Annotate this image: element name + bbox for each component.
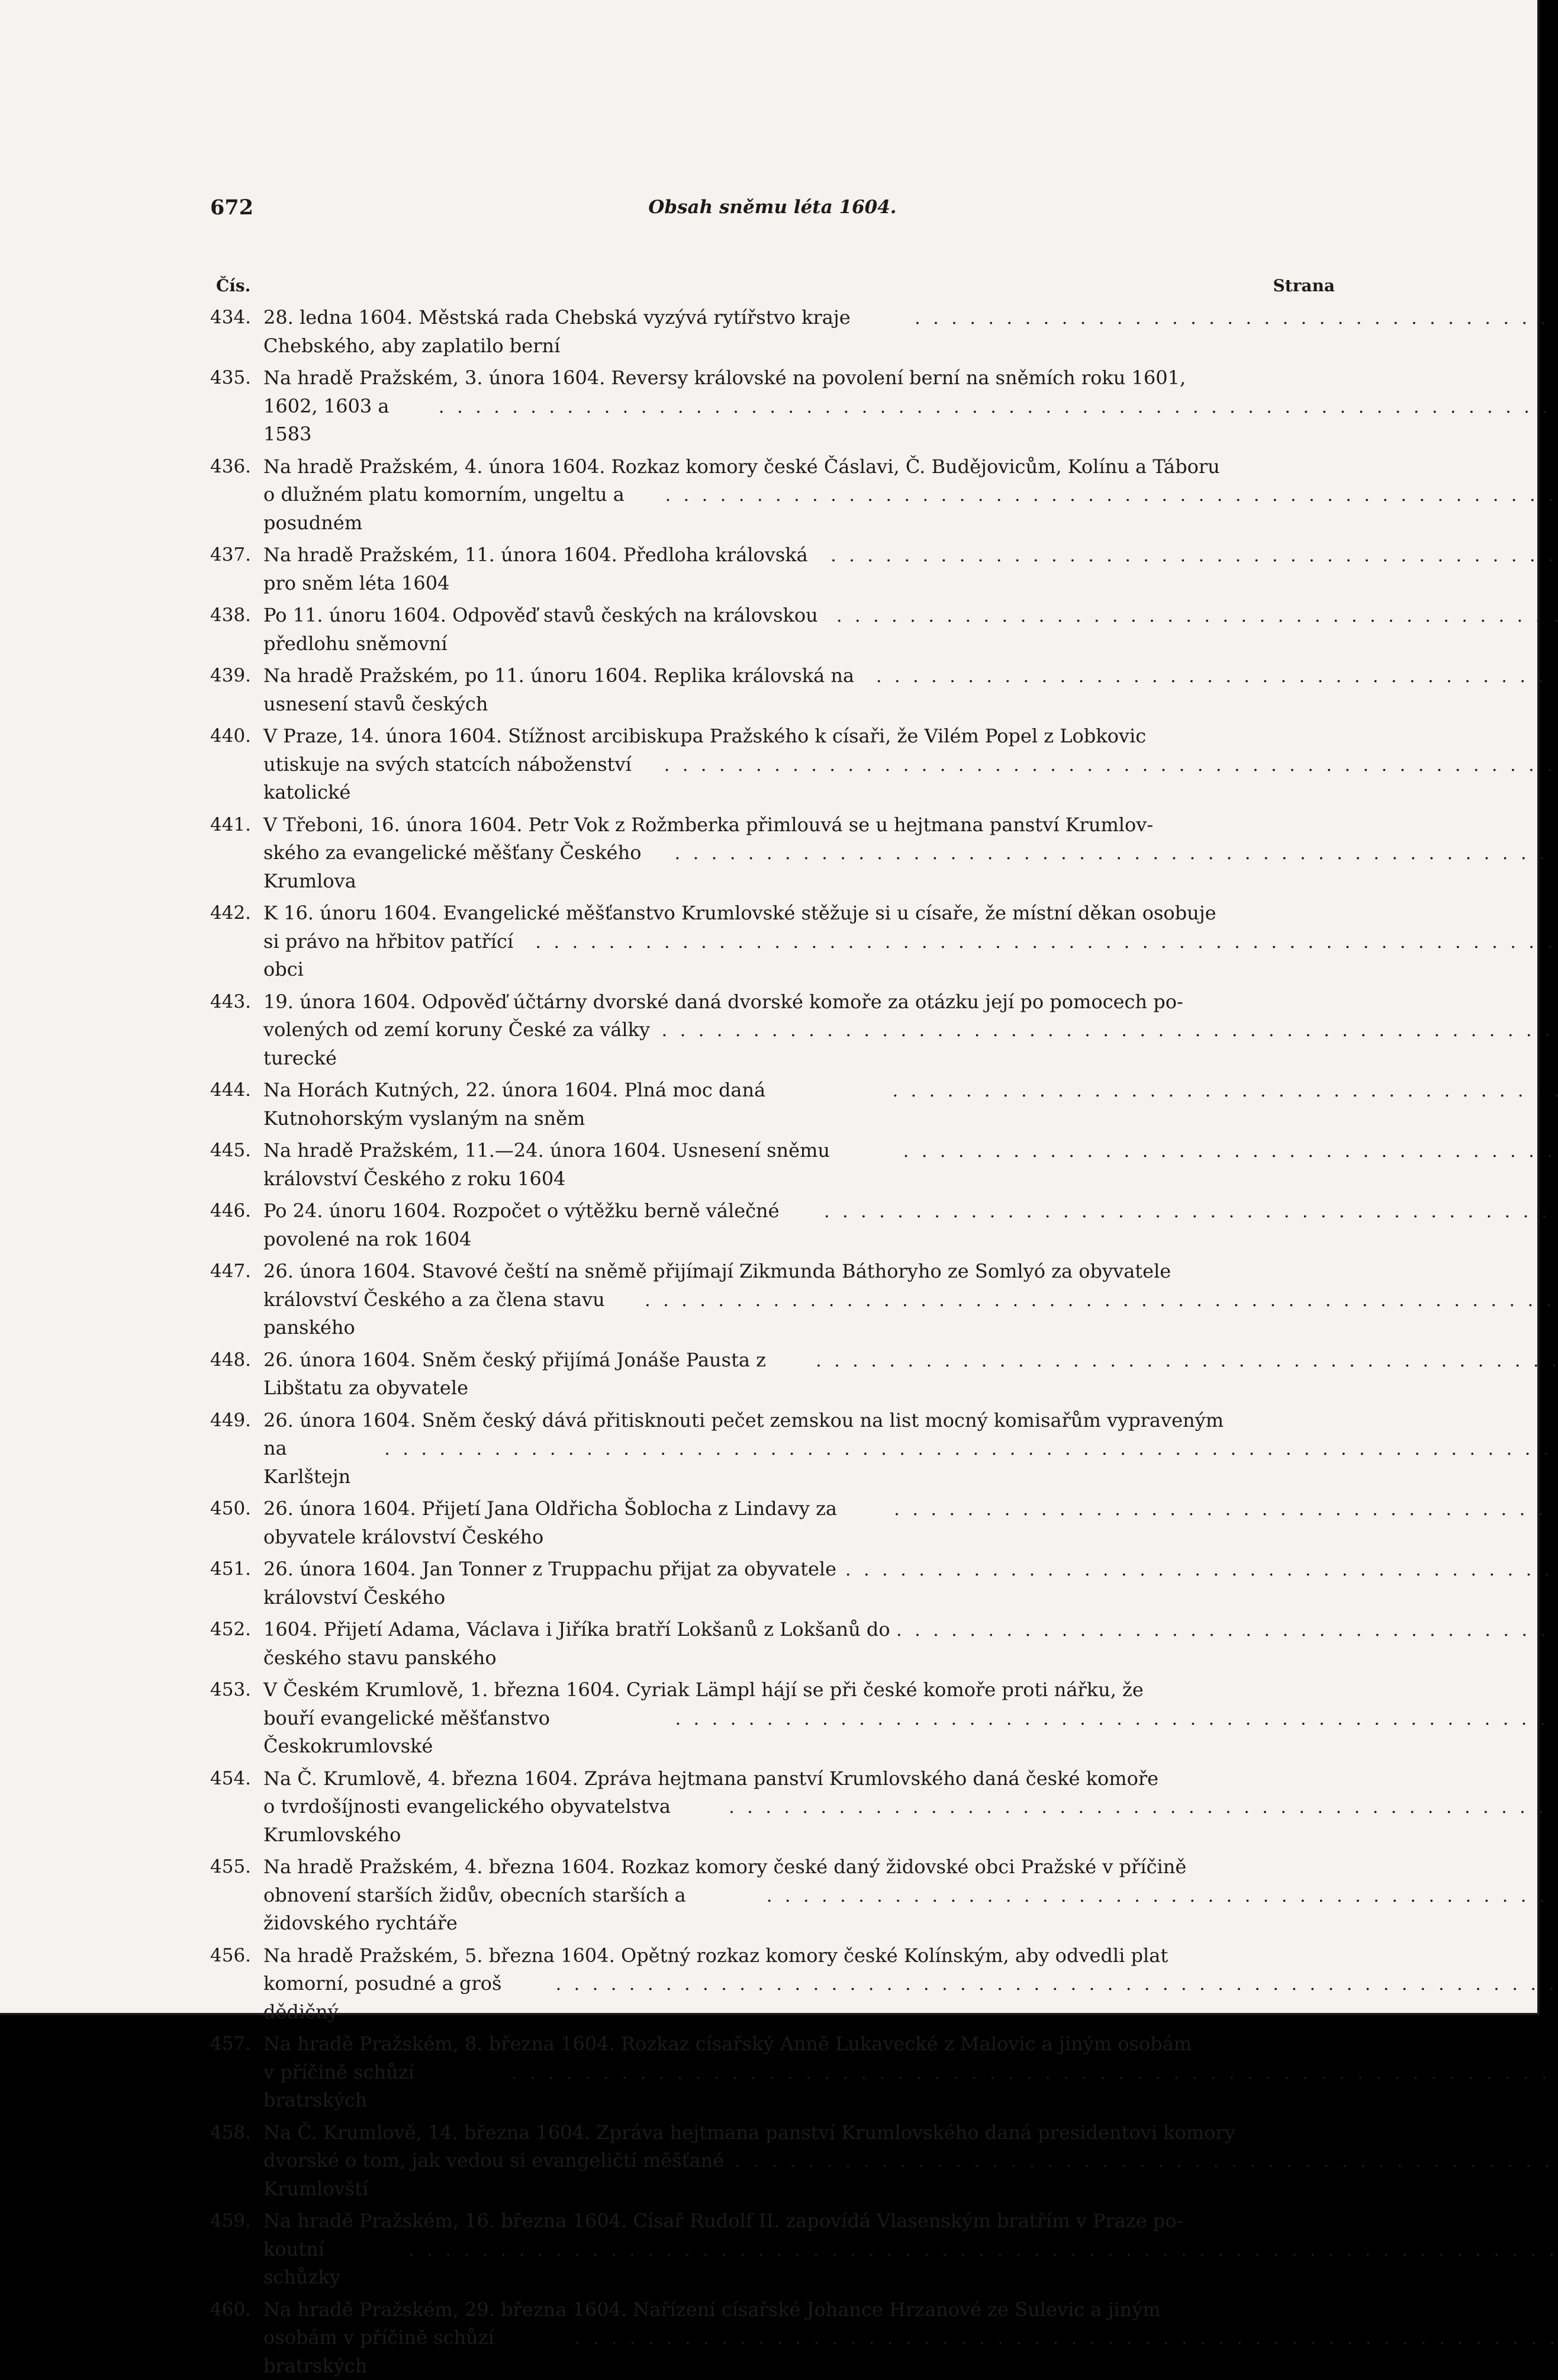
entry-text xyxy=(263,1346,1558,1403)
entry-description: osobám v příčině schůzí bratrských xyxy=(263,2324,569,2380)
toc-entry xyxy=(210,662,1335,718)
entry-line: 26. února 1604. Stavové čeští na sněmě přijímají Zikmunda Báthoryho ze Somlyó za obyvatele xyxy=(263,1257,1558,1286)
entry-line: Na hradě Pražském, 8. března 1604. Rozkaz císařský Anně Lukavecké z Malovic a jiným osobám xyxy=(263,2030,1558,2059)
entry-number: 450. xyxy=(210,1495,263,1551)
entry-text xyxy=(263,1555,1558,1612)
toc-entry xyxy=(210,2119,1335,2204)
entry-description: 1602, 1603 a 1583 xyxy=(263,393,433,449)
entry-final-line xyxy=(263,1970,1558,2026)
entry-text xyxy=(263,1676,1558,1761)
toc-entry xyxy=(210,2296,1335,2380)
toc-entry xyxy=(210,364,1335,449)
dot-leader xyxy=(511,2059,1558,2088)
entry-description: 26. února 1604. Jan Tonner z Truppachu přijat za obyvatele království Českého xyxy=(263,1555,839,1612)
entry-final-line xyxy=(263,1016,1558,1072)
entry-number: 459. xyxy=(210,2207,263,2292)
entry-line: V Praze, 14. února 1604. Stížnost arcibiskupa Pražského k císaři, že Vilém Popel z Lobkovic xyxy=(263,722,1558,751)
entry-final-line xyxy=(263,839,1558,895)
entry-final-line xyxy=(263,1555,1558,1612)
entry-number: 460. xyxy=(210,2296,263,2380)
entry-description: bouří evangelické měšťanstvo Českokrumlovské xyxy=(263,1704,669,1761)
entry-number: 449. xyxy=(210,1407,263,1491)
dot-leader xyxy=(662,1017,1558,1045)
entry-final-line xyxy=(263,751,1558,807)
entry-number: 451. xyxy=(210,1555,263,1612)
table-of-contents xyxy=(210,304,1335,2380)
entry-line: Na hradě Pražském, 4. února 1604. Rozkaz komory české Čáslavi, Č. Budějovicům, Kolínu a Táboru xyxy=(263,453,1558,481)
page-column-header: Strana xyxy=(1273,276,1335,295)
dot-leader xyxy=(535,928,1558,957)
entry-text xyxy=(263,1197,1558,1253)
page-content xyxy=(210,195,1335,2380)
entry-number: 444. xyxy=(210,1076,263,1133)
toc-entry xyxy=(210,1765,1335,1850)
entry-description: 28. ledna 1604. Městská rada Chebská vyzývá rytířstvo kraje Chebského, aby zaplatilo berní xyxy=(263,304,909,360)
entry-text xyxy=(263,1257,1558,1342)
toc-entry xyxy=(210,811,1335,896)
entry-number: 447. xyxy=(210,1257,263,1342)
entry-text xyxy=(263,1853,1558,1938)
entry-text xyxy=(263,1942,1558,2027)
entry-number: 457. xyxy=(210,2030,263,2115)
entry-number: 435. xyxy=(210,364,263,449)
entry-final-line xyxy=(263,1704,1558,1761)
entry-final-line xyxy=(263,2236,1558,2292)
entry-description: o tvrdošíjnosti evangelického obyvatelstva Krumlovského xyxy=(263,1793,723,1849)
entry-text xyxy=(263,364,1558,449)
entry-line: Na hradě Pražském, 5. března 1604. Opětný rozkaz komory české Kolínským, aby odvedli plat xyxy=(263,1942,1558,1970)
dot-leader xyxy=(556,1970,1558,1999)
entry-final-line xyxy=(263,1793,1558,1849)
toc-entry xyxy=(210,1257,1335,1342)
dot-leader xyxy=(845,1556,1558,1584)
entry-number: 455. xyxy=(210,1853,263,1938)
toc-entry xyxy=(210,1495,1335,1551)
dot-leader xyxy=(830,542,1558,570)
entry-number: 452. xyxy=(210,1616,263,1672)
entry-final-line xyxy=(263,2324,1558,2380)
entry-final-line xyxy=(263,602,1558,658)
entry-line: Na Č. Krumlově, 4. března 1604. Zpráva hejtmana panství Krumlovského daná české komoře xyxy=(263,1765,1558,1793)
entry-number: 442. xyxy=(210,899,263,984)
entry-description: komorní, posudné a groš dědičný xyxy=(263,1970,550,2026)
page-number: 672 xyxy=(210,195,253,220)
entry-description: Na hradě Pražském, 11.—24. února 1604. Usnesení sněmu království Českého z roku 1604 xyxy=(263,1137,897,1193)
entry-number: 440. xyxy=(210,722,263,807)
entry-line: Na hradě Pražském, 29. března 1604. Nařízení císařské Johance Hrzanové ze Sulevic a jiným xyxy=(263,2296,1558,2324)
entry-text xyxy=(263,1616,1558,1672)
entry-number: 458. xyxy=(210,2119,263,2204)
entry-number: 436. xyxy=(210,453,263,538)
dot-leader xyxy=(894,1495,1558,1524)
entry-number: 434. xyxy=(210,304,263,360)
entry-final-line xyxy=(263,1435,1558,1491)
entry-number: 446. xyxy=(210,1197,263,1253)
entry-line: Na hradě Pražském, 4. března 1604. Rozkaz komory české daný židovské obci Pražské v příčině xyxy=(263,1853,1558,1882)
dot-leader xyxy=(876,662,1558,691)
dot-leader xyxy=(664,751,1558,780)
dot-leader xyxy=(645,1287,1558,1315)
toc-entry xyxy=(210,541,1335,597)
dot-leader xyxy=(729,1793,1558,1822)
entry-text xyxy=(263,1495,1558,1551)
entry-text xyxy=(263,1076,1558,1133)
toc-entry xyxy=(210,1676,1335,1761)
entry-description: Na hradě Pražském, po 11. únoru 1604. Replika královská na usnesení stavů českých xyxy=(263,662,870,718)
entry-text xyxy=(263,541,1558,597)
entry-line: Na Č. Krumlově, 14. března 1604. Zpráva hejtmana panství Krumlovského daná presidentovi komory xyxy=(263,2119,1558,2147)
entry-line: Na hradě Pražském, 3. února 1604. Reversy královské na povolení berní na sněmích roku 1601, xyxy=(263,364,1558,393)
entry-text xyxy=(263,811,1558,896)
entry-description: království Českého a za člena stavu panského xyxy=(263,1286,639,1342)
entry-text xyxy=(263,899,1558,984)
entry-description: ského za evangelické měšťany Českého Krumlova xyxy=(263,839,669,895)
entry-text xyxy=(263,662,1558,718)
entry-description: dvorské o tom, jak vedou si evangeličtí měšťané Krumlovští xyxy=(263,2147,729,2203)
toc-entry xyxy=(210,1346,1335,1403)
toc-entry xyxy=(210,1942,1335,2027)
dot-leader xyxy=(675,840,1558,868)
entry-final-line xyxy=(263,481,1558,537)
dot-leader xyxy=(893,1077,1558,1105)
entry-text xyxy=(263,2296,1558,2380)
toc-entry xyxy=(210,1616,1335,1672)
entry-text xyxy=(263,722,1558,807)
dot-leader xyxy=(767,1882,1558,1911)
dot-leader xyxy=(896,1616,1558,1645)
entry-final-line xyxy=(263,662,1558,718)
entry-text xyxy=(263,2207,1558,2292)
toc-entry xyxy=(210,1407,1335,1491)
entry-text xyxy=(263,1407,1558,1491)
column-headers xyxy=(210,276,1335,300)
entry-text xyxy=(263,988,1558,1073)
entry-line: 26. února 1604. Sněm český dává přitisknouti pečet zemskou na list mocný komisařům vypraveným xyxy=(263,1407,1558,1435)
entry-description: Po 11. únoru 1604. Odpověď stavů českých na královskou předlohu sněmovní xyxy=(263,602,830,658)
toc-entry xyxy=(210,1076,1335,1133)
entry-line: 19. února 1604. Odpověď účtárny dvorské daná dvorské komoře za otázku její po pomocech po- xyxy=(263,988,1558,1017)
entry-number: 441. xyxy=(210,811,263,896)
entry-number: 437. xyxy=(210,541,263,597)
entry-description: volených od zemí koruny České za války turecké xyxy=(263,1016,656,1072)
dot-leader xyxy=(408,2236,1558,2265)
entry-number: 453. xyxy=(210,1676,263,1761)
entry-description: Na hradě Pražském, 11. února 1604. Předloha královská pro sněm léta 1604 xyxy=(263,541,825,597)
entry-description: o dlužném platu komorním, ungeltu a posudném xyxy=(263,481,659,537)
entry-number: 439. xyxy=(210,662,263,718)
entry-text xyxy=(263,453,1558,538)
entry-line: K 16. únoru 1604. Evangelické měšťanstvo Krumlovské stěžuje si u císaře, že místní děkan osobuje xyxy=(263,899,1558,928)
toc-entry xyxy=(210,1555,1335,1612)
toc-entry xyxy=(210,1137,1335,1193)
toc-entry xyxy=(210,2030,1335,2115)
dot-leader xyxy=(836,602,1558,631)
entry-final-line xyxy=(263,1346,1558,1403)
toc-entry xyxy=(210,602,1335,658)
entry-description: Na Horách Kutných, 22. února 1604. Plná moc daná Kutnohorským vyslaným na sněm xyxy=(263,1076,887,1133)
toc-entry xyxy=(210,2207,1335,2292)
entry-description: si právo na hřbitov patřící obci xyxy=(263,928,529,984)
entry-description: obnovení starších židův, obecních starších a židovského rychtáře xyxy=(263,1882,761,1938)
entry-description: na Karlštejn xyxy=(263,1435,378,1491)
dot-leader xyxy=(675,1705,1558,1733)
toc-entry xyxy=(210,304,1335,360)
dot-leader xyxy=(735,2147,1558,2176)
entry-final-line xyxy=(263,2147,1558,2203)
dot-leader xyxy=(439,393,1558,422)
entry-final-line xyxy=(263,1495,1558,1551)
running-title: Obsah sněmu léta 1604. xyxy=(210,197,1335,218)
entry-text xyxy=(263,2030,1558,2115)
entry-final-line xyxy=(263,2059,1558,2115)
entry-description: utiskuje na svých statcích náboženství katolické xyxy=(263,751,658,807)
entry-number: 443. xyxy=(210,988,263,1073)
dot-leader xyxy=(824,1198,1558,1226)
entry-final-line xyxy=(263,1882,1558,1938)
entry-number: 445. xyxy=(210,1137,263,1193)
entry-text xyxy=(263,1765,1558,1850)
entry-final-line xyxy=(263,1616,1558,1672)
entry-final-line xyxy=(263,393,1558,449)
entry-description: 26. února 1604. Sněm český přijímá Jonáše Pausta z Libštatu za obyvatele xyxy=(263,1346,810,1403)
dot-leader xyxy=(816,1347,1558,1375)
dot-leader xyxy=(903,1137,1558,1166)
entry-number: 456. xyxy=(210,1942,263,2027)
dot-leader xyxy=(915,304,1558,333)
entry-description: koutní schůzky xyxy=(263,2236,403,2292)
toc-entry xyxy=(210,1853,1335,1938)
toc-entry xyxy=(210,988,1335,1073)
entry-text xyxy=(263,2119,1558,2204)
entry-final-line xyxy=(263,1286,1558,1342)
entry-number: 454. xyxy=(210,1765,263,1850)
toc-entry xyxy=(210,899,1335,984)
entry-number: 438. xyxy=(210,602,263,658)
entry-final-line xyxy=(263,304,1558,360)
entry-text xyxy=(263,602,1558,658)
entry-line: Na hradě Pražském, 16. března 1604. Císař Rudolf II. zapovídá Vlasenským bratřím v Praze po- xyxy=(263,2207,1558,2236)
entry-text xyxy=(263,304,1558,360)
entry-line: V Českém Krumlově, 1. března 1604. Cyriak Lämpl hájí se při české komoře proti nářku, že xyxy=(263,1676,1558,1704)
entry-final-line xyxy=(263,541,1558,597)
number-column-header: Čís. xyxy=(216,276,250,295)
dot-leader xyxy=(575,2324,1558,2353)
entry-description: Po 24. únoru 1604. Rozpočet o výtěžku berně válečné povolené na rok 1604 xyxy=(263,1197,818,1253)
entry-final-line xyxy=(263,1137,1558,1193)
entry-description: v příčině schůzí bratrských xyxy=(263,2059,506,2115)
dot-leader xyxy=(665,481,1558,510)
toc-entry xyxy=(210,722,1335,807)
entry-description: 26. února 1604. Přijetí Jana Oldřicha Šoblocha z Lindavy za obyvatele království Českého xyxy=(263,1495,888,1551)
entry-text xyxy=(263,1137,1558,1193)
entry-final-line xyxy=(263,1076,1558,1133)
entry-number: 448. xyxy=(210,1346,263,1403)
entry-final-line xyxy=(263,928,1558,984)
toc-entry xyxy=(210,1197,1335,1253)
entry-description: 1604. Přijetí Adama, Václava i Jiříka bratří Lokšanů z Lokšanů do českého stavu panského xyxy=(263,1616,890,1672)
entry-line: V Třeboni, 16. února 1604. Petr Vok z Rožmberka přimlouvá se u hejtmana panství Krumlov- xyxy=(263,811,1558,840)
running-head xyxy=(210,195,1335,231)
toc-entry xyxy=(210,453,1335,538)
dot-leader xyxy=(384,1435,1558,1464)
entry-final-line xyxy=(263,1197,1558,1253)
